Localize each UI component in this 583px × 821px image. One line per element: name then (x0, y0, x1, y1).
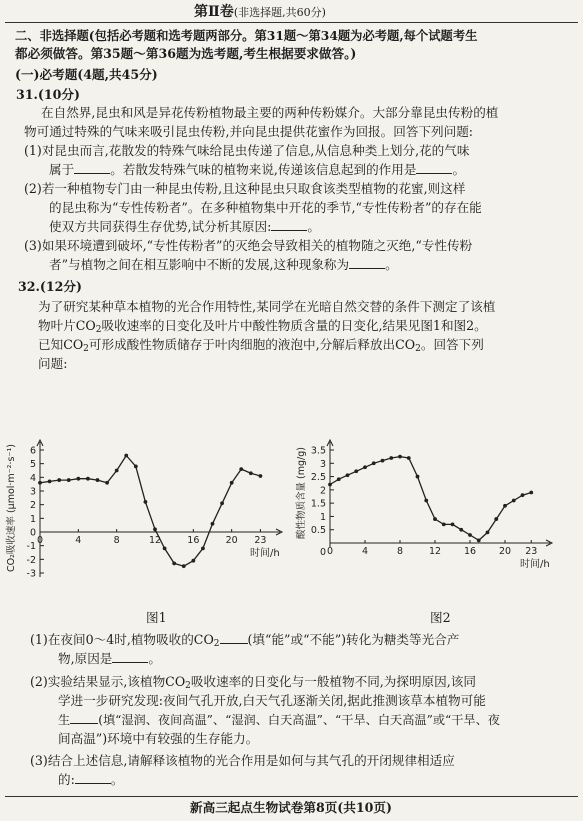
data-point (124, 454, 128, 458)
q32-text: 生 (58, 713, 71, 727)
answer-blank[interactable] (416, 162, 452, 174)
y-tick-label: 4 (29, 472, 36, 484)
q32-text: 可形成酸性物质储存于叶肉细胞的液泡中,分解后释放出CO (88, 337, 416, 352)
q32-text: 。 (148, 651, 161, 666)
y-tick-label: 3 (29, 486, 36, 498)
y-tick-label: 1 (29, 513, 36, 525)
q31-line-3: (1)对昆虫而言,花散发的特殊气味给昆虫传递了信息,从信息种类上划分,花的气味 (24, 143, 470, 158)
data-point (389, 456, 393, 460)
q32-text: 的: (58, 772, 75, 787)
series-line (40, 456, 260, 567)
q31-line-4 (49, 162, 465, 178)
x-tick-label: 23 (254, 535, 267, 546)
answer-blank[interactable] (70, 712, 98, 724)
x-tick-label: 23 (525, 546, 538, 557)
q32-text: (2)实验结果显示,该植物CO (30, 674, 186, 689)
data-point (48, 480, 52, 484)
section-title: 二、非选择题(包括必考题和选考题两部分。第31题～第34题为必考题,每个试题考生 (15, 28, 478, 43)
y-tick-label: -3 (26, 568, 36, 580)
q31-text: 。 (385, 257, 398, 272)
data-point (144, 500, 148, 504)
q32-line-3 (38, 337, 484, 357)
y-tick-label: 2.5 (310, 472, 326, 484)
data-point (105, 481, 109, 485)
data-point (86, 477, 90, 481)
y-tick-label: 1 (319, 511, 326, 523)
q32-part-1 (30, 632, 459, 652)
data-point (57, 478, 61, 482)
q31-text: 。若散发特殊气味的植物来说,传递该信息起到的作用是 (110, 162, 417, 177)
answer-blank[interactable] (74, 162, 110, 174)
data-point (354, 469, 358, 473)
required-label: (一)必考题(4题,共45分) (15, 67, 158, 82)
data-point (521, 493, 525, 497)
q32-text: (1)在夜间0～4时,植物吸收的CO (30, 632, 214, 647)
x-tick-label: 12 (148, 535, 162, 546)
y-tick-label: 2 (319, 485, 326, 497)
y-tick-label: 0.5 (310, 525, 326, 537)
q31-text: 使双方共同获得生存优势,试分析其原因: (49, 219, 272, 234)
data-point (96, 478, 100, 482)
x-tick-label: 12 (428, 546, 442, 557)
q32-text: 吸收速率的日变化与一般植物不同,为探明原因,该同 (190, 674, 476, 689)
data-point (191, 559, 195, 563)
x-tick-label: 0 (36, 535, 44, 546)
answer-blank[interactable] (112, 651, 148, 663)
x-tick-label: 0 (326, 546, 334, 557)
data-point (76, 477, 80, 481)
y-tick-label: 6 (29, 445, 36, 457)
y-tick-label: 0 (29, 527, 36, 539)
data-point (249, 471, 253, 475)
q32-line-2 (38, 318, 487, 338)
data-point (259, 474, 263, 478)
part-header (194, 4, 326, 21)
q31-line-1: 在自然界,昆虫和风是异花传粉植物最主要的两种传粉媒介。大部分靠昆虫传粉的植 (41, 105, 499, 120)
y-axis-label: 酸性物质含量 (mg/g) (296, 447, 307, 539)
q31-line-8: (3)如果环境遭到破坏,“专性传粉者”的灭绝会导致相关的植物随之灭绝,“专性传粉 (24, 238, 473, 253)
q31-line-2: 物可通过特殊的气味来吸引昆虫传粉,并向昆虫提供花蜜作为回报。回答下列问题: (24, 124, 474, 139)
answer-blank[interactable] (271, 219, 307, 231)
q32-text: 物叶片CO (38, 318, 96, 333)
q32-part-2-line-3 (58, 712, 500, 728)
x-tick-label: 16 (463, 546, 477, 557)
data-point (477, 538, 481, 542)
origin-label: 0 (319, 547, 326, 558)
data-point (337, 477, 341, 481)
q31-line-7 (49, 219, 320, 235)
data-point (153, 527, 157, 531)
part-note: (非选择题,共60分) (233, 6, 326, 19)
data-point (220, 501, 224, 505)
x-tick-label: 4 (361, 546, 369, 557)
x-tick-label: 8 (113, 535, 120, 546)
data-point (442, 523, 446, 527)
data-point (328, 483, 332, 487)
data-point (529, 491, 533, 495)
y-tick-label: 3 (319, 458, 326, 470)
q32-part-1-cont (58, 651, 161, 667)
q31-line-5: (2)若一种植物专门由一种昆虫传粉,且这种昆虫只取食该类型植物的花蜜,则这样 (24, 181, 466, 196)
data-point (468, 533, 472, 537)
x-tick-label: 8 (396, 546, 404, 557)
data-point (424, 499, 428, 503)
q31-text: 属于 (49, 162, 75, 177)
y-tick-label: -1 (26, 541, 36, 553)
data-point (363, 465, 367, 469)
y-axis-label: CO₂吸收速率 (μmol·m⁻²·s⁻¹) (6, 444, 17, 572)
page-footer: 新高三起点生物试卷第8页(共10页) (190, 800, 392, 815)
x-tick-label: 20 (498, 546, 512, 557)
y-tick-label: 1.5 (310, 498, 326, 510)
q31-number: 31.(10分) (16, 87, 80, 102)
q31-line-9 (49, 257, 398, 273)
figure-1-caption: 图1 (146, 610, 167, 625)
subscript: 2 (95, 325, 102, 335)
y-tick-label: 3.5 (310, 445, 326, 457)
data-point (346, 473, 350, 477)
y-tick-label: 5 (29, 459, 36, 471)
data-point (163, 547, 167, 551)
data-point (239, 467, 243, 471)
data-point (115, 469, 119, 473)
subscript: 2 (213, 639, 220, 649)
q32-part-3: (3)结合上述信息,请解释该植物的光合作用是如何与其气孔的开闭规律相适应 (30, 753, 455, 768)
data-point (398, 455, 402, 459)
x-axis-label: 时间/h (250, 548, 280, 559)
data-point (201, 547, 205, 551)
q32-text: (填“能”或“不能”)转化为糖类等光合产 (247, 632, 460, 647)
q31-text: 。 (307, 219, 320, 234)
footer-rule (5, 796, 578, 797)
q32-text: (填“湿润、夜间高温”、“湿润、白天高温”、“干旱、白天高温”或“干旱、夜 (98, 713, 500, 727)
figure-1-chart (0, 378, 290, 618)
data-point (486, 530, 490, 534)
q32-text: 物,原因是 (58, 651, 113, 666)
data-point (38, 481, 42, 485)
y-tick-label: 2 (29, 500, 36, 512)
data-point (134, 465, 138, 469)
subscript: 2 (185, 681, 191, 691)
figure-2-chart (290, 378, 580, 618)
data-point (433, 517, 437, 521)
data-point (512, 499, 516, 503)
data-point (407, 456, 411, 460)
data-point (459, 528, 463, 532)
q31-text: 者”与植物之间在相互影响中不断的发展,这种现象称为 (49, 257, 350, 272)
q31-line-6: 的昆虫称为“专性传粉者”。在多种植物集中开花的季节,“专性传粉者”的存在能 (49, 200, 482, 215)
answer-blank[interactable] (349, 257, 385, 269)
data-point (211, 522, 215, 526)
q32-part-2 (30, 674, 476, 694)
data-point (372, 461, 376, 465)
data-point (230, 481, 234, 485)
q32-line-1: 为了研究某种草本植物的光合作用特性,某同学在光暗自然交替的条件下测定了该植 (38, 299, 496, 314)
data-point (182, 564, 186, 568)
x-tick-label: 16 (187, 535, 200, 546)
data-point (451, 523, 455, 527)
figure-2-caption: 图2 (430, 610, 451, 625)
q32-text: 吸收速率的日变化及叶片中酸性物质含量的日变化,结果见图1和图2。 (101, 318, 487, 333)
answer-blank[interactable] (220, 632, 248, 644)
q32-part-2-line-2: 学进一步研究发现:夜间气孔开放,白天气孔逐渐关闭,据此推测该草本植物可能 (58, 693, 486, 708)
data-point (503, 504, 507, 508)
data-point (172, 562, 176, 566)
section-title-cont: 都必须做答。第35题～第36题为选考题,考生根据要求做答。) (15, 46, 357, 61)
q32-part-2-line-4: 间高温”)环境中有较强的生存能力。 (58, 731, 259, 746)
q32-text: 已知CO (38, 337, 84, 352)
q32-number: 32.(12分) (18, 279, 82, 294)
y-tick-label: -2 (26, 554, 36, 566)
subscript: 2 (415, 344, 421, 354)
series-line (330, 457, 531, 541)
x-axis-label: 时间/h (520, 559, 550, 570)
q32-part-3-cont (58, 772, 123, 788)
data-point (381, 459, 385, 463)
q32-line-4: 问题: (38, 356, 68, 371)
q31-text: 。 (452, 162, 466, 177)
q32-text: 。回答下列 (420, 337, 484, 352)
x-tick-label: 4 (75, 535, 82, 546)
x-tick-label: 20 (225, 535, 238, 546)
data-point (67, 478, 71, 482)
q32-text: 。 (110, 772, 124, 787)
answer-blank[interactable] (75, 772, 111, 784)
header-rule (5, 22, 578, 23)
data-point (494, 517, 498, 521)
part-title: 第Ⅱ卷 (194, 4, 234, 20)
data-point (416, 475, 420, 479)
subscript: 2 (83, 344, 89, 354)
